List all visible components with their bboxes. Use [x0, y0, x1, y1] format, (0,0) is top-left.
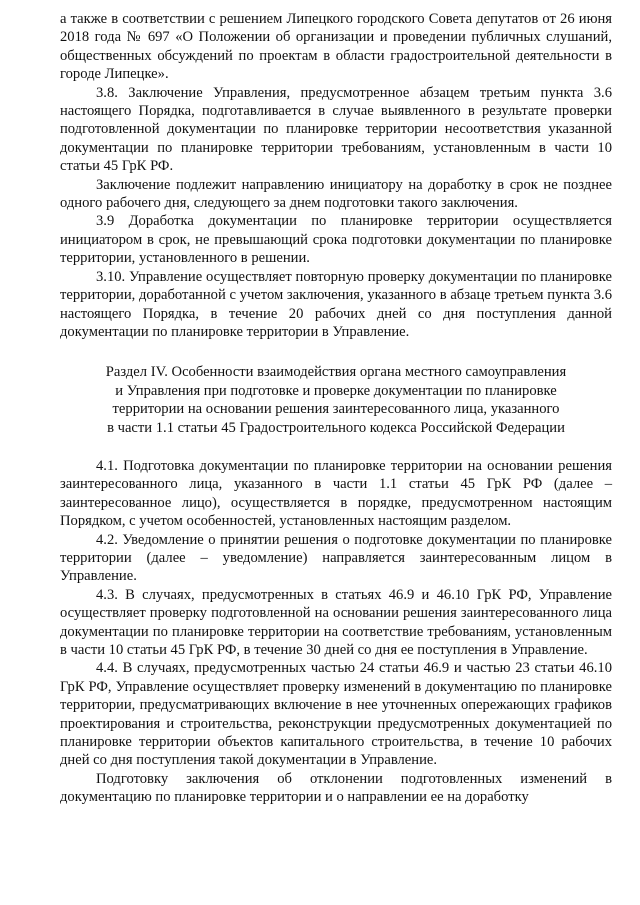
paragraph-3-10: 3.10. Управление осуществляет повторную проверку документации по планировке территории, доработанной с учетом заключения, указанного в абзаце третьем пункта 3.6 настоящего Порядка, в течение 20 рабочих дней со дня поступления данной документации по планировке территории в Управление. [60, 268, 612, 340]
paragraph-3-9: 3.9 Доработка документации по планировке территории осуществляется инициатором в срок, не превышающий срока подготовки документации по планировке территории, установленного в решении. [60, 213, 612, 267]
paragraph-4-3: 4.3. В случаях, предусмотренных в статьях 46.9 и 46.10 ГрК РФ, Управление осуществляет проверку подготовленной на основании решения заинтересованного лица документации по планировке территории на соответствие требованиям, установленным в части 10 статьи 45 ГрК РФ, в течение 30 дней со дня ее поступления в Управление. [60, 586, 612, 658]
paragraph-conclusion-deadline: Заключение подлежит направлению инициатору на доработку в срок не позднее одного рабочего дня, следующего за днем подготовки такого заключения. [60, 176, 612, 212]
section-heading-line: территории на основании решения заинтересованного лица, указанного [112, 401, 560, 418]
paragraph-4-1: 4.1. Подготовка документации по планировке территории на основании решения заинтересованного лица, указанного в части 1.1 статьи 45 ГрК РФ (далее – заинтересованное лицо), осуществляется в порядке, предусмотренном настоящим Порядком, с учетом особенностей, установленных настоящим разделом. [60, 457, 612, 530]
paragraph-4-2: 4.2. Уведомление о принятии решения о подготовке документации по планировке территории (далее – уведомление) направляется заинтересованным лицом в Управление. [60, 531, 612, 585]
paragraph-rejection-conclusion: Подготовку заключения об отклонении подготовленных изменений в документацию по планировке территории и о направлении ее на доработку [60, 770, 612, 806]
section-heading-line: в части 1.1 статьи 45 Градостроительного кодекса Российской Федерации [107, 419, 565, 436]
section-heading [60, 363, 612, 437]
section-heading-line: Раздел IV. Особенности взаимодействия органа местного самоуправления [105, 364, 567, 381]
paragraph-4-4: 4.4. В случаях, предусмотренных частью 24 статьи 46.9 и частью 23 статьи 46.10 ГрК РФ, Управление осуществляет проверку изменений в документацию по планировке территории, предусматривающих включение в нее уточненных опережающих графиков проектирования и строительства, реконструкции предусмотренных документацией по планировке территории объектов капитального строительства, в течение 10 рабочих дней со дня поступления такой документации в Управление. [60, 660, 612, 769]
paragraph-continuation: а также в соответствии с решением Липецкого городского Совета депутатов от 26 июня 2018 года № 697 «О Положении об организации и проведении публичных слушаний, общественных обсуждений по проектам в области градостроительной деятельности в городе Липецке». [60, 11, 612, 83]
section-heading-line: и Управления при подготовке и проверке документации по планировке [115, 382, 557, 399]
document-page [60, 10, 612, 807]
paragraph-3-8: 3.8. Заключение Управления, предусмотренное абзацем третьим пункта 3.6 настоящего Порядка, подготавливается в случае выявленного в результате проверки подготовленной документации по планировке территории несоответствия указанной документации по планировке территории требованиям, установленным в части 10 статьи 45 ГрК РФ. [60, 84, 612, 175]
